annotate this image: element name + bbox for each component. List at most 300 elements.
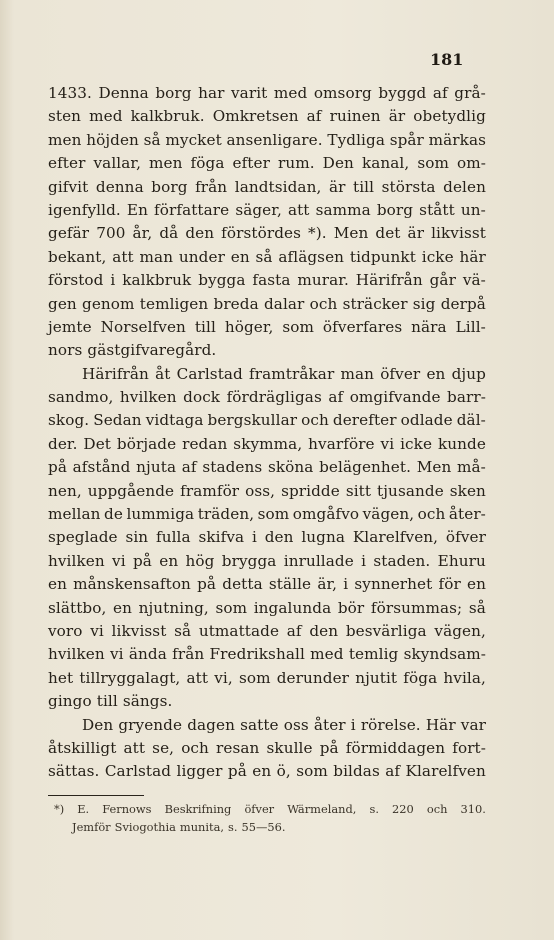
word: på [227,762,247,781]
word: öfver [380,364,421,383]
word: af [181,458,197,477]
word: Här [425,715,456,734]
word: och [301,411,329,430]
word: ingalunda [253,598,332,617]
text-line [48,129,486,152]
word: stadens [202,458,263,477]
word: jemte [48,317,92,336]
word: njutning, [138,598,209,617]
word: bergskullar [207,411,298,430]
word: njuta [136,458,177,477]
word: om- [457,154,486,173]
word: under [178,247,225,266]
word: Den [82,715,114,734]
word: är [328,177,346,196]
text-line [48,246,486,269]
word: njutit [355,668,398,687]
word: man [340,364,375,383]
word: i [361,551,367,570]
word: sängs. [122,692,173,711]
text-line [48,690,486,713]
word: gryende [118,715,183,734]
word: vidtaga [145,411,204,430]
word: samma [315,200,371,219]
word: delen [443,177,486,196]
word: af [432,84,448,102]
word: borg [155,84,192,102]
word: med [89,107,123,126]
word: Fredrikshall [209,645,305,664]
word: hvila, [443,668,486,687]
word: 220 [392,802,414,816]
text-line [48,526,486,549]
text-line [48,293,486,316]
word: tjusande [377,481,444,500]
word: 55—56. [241,820,286,834]
word: sken [449,481,486,500]
word: Sedan [93,411,142,430]
footnote-rule [48,795,144,796]
word: på [319,738,339,757]
word: åter- [448,505,486,524]
word: förmiddagen [345,738,446,757]
word: Carlstad [176,364,243,383]
text-line [48,316,486,339]
word: så [143,130,161,149]
word: men [48,130,82,149]
text-line [48,597,486,620]
word: höjden [86,130,139,149]
text-line [48,339,486,362]
word: derefter [332,411,397,430]
word: sköna [267,458,314,477]
footnote-line [54,818,486,836]
word: omgåfvo [292,505,360,524]
word: det [375,224,401,243]
word: vi [90,621,104,640]
word: föga [403,668,438,687]
word: nära [411,317,447,336]
word: i [350,715,356,734]
text-line [48,503,486,526]
word: belägenhet. [319,458,412,477]
word: varit [231,84,268,102]
word: ställe [268,575,312,594]
word: satte [240,715,279,734]
word: den [309,621,339,640]
word: sten [48,107,82,126]
word: sättas. [48,762,100,781]
text-line [48,152,486,175]
word: af [328,388,344,407]
word: till [353,177,375,196]
word: rum. [277,154,315,173]
word: odlade [400,411,453,430]
word: åter [313,715,346,734]
word: 1433. [48,84,92,102]
word: är, [317,575,338,594]
word: framtråkar [249,364,335,383]
word: barr- [447,388,486,407]
text-line [48,573,486,596]
word: bygga [198,271,246,290]
word: sträcker [342,294,408,313]
word: ansenligare. [226,130,323,149]
word: i [343,575,349,594]
word: ligger [176,762,223,781]
word: för [438,575,461,594]
word: Det [83,434,111,453]
word: tidpunkt [349,247,416,266]
word: som [238,668,271,687]
word: förstördes [221,224,302,243]
word: vi, [214,668,233,687]
word: breda [213,294,259,313]
word: het [48,668,74,687]
word: igenfylld. [48,200,121,219]
word: månskensafton [73,575,191,594]
word: må- [457,458,486,477]
word: lugna [301,528,346,547]
word: slättbo, [48,598,107,617]
word: märkas [428,130,486,149]
word: byggd [378,84,427,102]
word: likvisst [431,224,486,243]
word: från [172,645,205,664]
word: författare [154,200,230,219]
body-text [48,82,486,784]
word: vägen, [434,621,486,640]
word: föga [190,154,225,173]
word: der. [48,434,78,453]
word: uppgående [87,481,175,500]
word: E. [77,802,90,816]
word: säger, [235,200,282,219]
word: genom [82,294,135,313]
word: vi [112,551,126,570]
word: träden, [197,505,255,524]
text-line [48,82,486,105]
word: framför [180,481,240,500]
text-line [48,550,486,573]
word: 310. [460,802,486,816]
text-line [48,433,486,456]
word: och [426,802,448,816]
word: bör [337,598,365,617]
word: en [252,762,272,781]
word: till [96,692,118,711]
word: Klarelfven, [352,528,439,547]
word: största [381,177,436,196]
word: Tydliga [327,130,385,149]
word: öfver [244,802,275,816]
word: som [296,762,328,781]
word: vägen, [362,505,415,524]
word: Jemför [72,820,111,834]
word: Men [333,224,369,243]
word: s. [228,820,238,834]
word: Wärmeland, [287,802,357,816]
word: mellan [48,505,101,524]
word: Härifrån [82,364,149,383]
word: staden. [373,551,431,570]
word: som [282,317,315,336]
word: murar. [297,271,349,290]
word: En [126,200,148,219]
word: fulla [155,528,191,547]
word: som [257,505,290,524]
word: stått [419,200,455,219]
word: icke [400,434,433,453]
word: på [132,551,152,570]
page-number: 181 [430,50,464,69]
word: spridde [281,481,340,500]
word: efter [232,154,270,173]
text-line [48,222,486,245]
word: Omkretsen [212,107,299,126]
word: en [48,575,67,594]
word: ö, [276,762,291,781]
word: Klarelfven [405,762,486,781]
word: är [407,224,425,243]
word: djup [451,364,486,383]
word: kunde [437,434,486,453]
word: och [181,738,209,757]
word: en [113,598,132,617]
text-line [48,760,486,783]
word: Beskrifning [164,802,232,816]
word: skyndsam- [403,645,486,664]
word: gifvit [48,177,89,196]
word: en [426,364,446,383]
word: hvilken [119,388,177,407]
word: går [429,271,456,290]
word: på [197,575,217,594]
word: likvisst [111,621,167,640]
word: Denna [98,84,149,102]
word: så [468,598,486,617]
word: skulle [266,738,313,757]
text-line [48,737,486,760]
word: gingo [48,692,92,711]
word: afstånd [72,458,131,477]
word: af [306,107,322,126]
word: Ehuru [437,551,486,570]
word: hög [185,551,215,570]
word: icke [421,247,454,266]
word: borg [376,200,414,219]
word: den [185,224,215,243]
word: däl- [456,411,486,430]
word: Carlstad [104,762,172,781]
word: hvilken [48,551,105,570]
text-line [48,480,486,503]
word: kanal, [361,154,410,173]
word: skymma, [233,434,303,453]
word: hvarföre [308,434,375,453]
word: 700 [96,224,126,243]
word: i [110,271,116,290]
word: men [149,154,183,173]
word: ända [128,645,167,664]
word: till [194,317,216,336]
word: att [123,738,146,757]
word: rörelse. [360,715,421,734]
word: med [273,84,308,102]
word: i [251,528,257,547]
word: försummas; [370,598,463,617]
word: nen, [48,481,82,500]
word: var [460,715,486,734]
word: utmattade [198,621,280,640]
word: att [287,200,310,219]
word: skog. [48,411,90,430]
word: en [159,551,179,570]
word: vi [380,434,395,453]
word: temlig [348,645,399,664]
word: fort- [452,738,486,757]
word: temligen [139,294,209,313]
word: Norselfven [100,317,186,336]
text-line [48,620,486,643]
word: år, [132,224,153,243]
word: fördrägligas [226,388,322,407]
word: borg [151,177,188,196]
word: så [174,621,192,640]
word: omgifvande [349,388,441,407]
word: af [286,621,302,640]
word: öfver [445,528,486,547]
word: af [385,762,401,781]
word: *). [308,224,327,243]
word: sig [412,294,436,313]
word: detta [222,575,263,594]
word: vallar, [93,154,142,173]
text-line [48,386,486,409]
word: redan [182,434,228,453]
text-line [48,643,486,666]
word: synnerhet [354,575,433,594]
word: vä- [462,271,486,290]
word: som [417,154,449,173]
word: som [215,598,248,617]
word: voro [48,621,83,640]
word: skifva [198,528,245,547]
word: speglade [48,528,118,547]
word: ruinen [329,107,381,126]
word: spår [389,130,424,149]
word: munita, [179,820,224,834]
word: gästgifvaregård. [87,341,217,360]
text-line [48,105,486,128]
word: dock [183,388,221,407]
word: förstod [48,271,104,290]
word: då [159,224,179,243]
word: sin [125,528,149,547]
word: dagen [187,715,235,734]
word: Den [322,154,354,173]
word: den [264,528,294,547]
word: inrullade [283,551,354,570]
word: dalar [263,294,305,313]
word: började [116,434,177,453]
word: besvärliga [345,621,427,640]
text-line [48,667,486,690]
text-line [48,456,486,479]
word: man [139,247,174,266]
word: resan [216,738,260,757]
word: och [309,294,338,313]
word: derpå [440,294,486,313]
word: Fernows [102,802,152,816]
word: här [459,247,486,266]
word: mycket [165,130,222,149]
word: Härifrån [355,271,423,290]
word: omsorg [313,84,372,102]
word: Lill- [455,317,486,336]
word: Sviogothia [114,820,176,834]
word: har [198,84,225,102]
word: fasta [252,271,291,290]
word: och [417,505,446,524]
word: de [104,505,123,524]
word: hvilken [48,645,105,664]
word: landtsidan, [234,177,322,196]
word: lummiga [126,505,195,524]
word: kalkbruk. [130,107,205,126]
text-line [48,199,486,222]
footnote-marker: *) [54,802,65,816]
word: obetydlig [413,107,486,126]
word: med [310,645,344,664]
footnote [54,800,486,836]
word: att [186,668,209,687]
word: på [48,458,67,477]
word: sandmo, [48,388,114,407]
word: se, [152,738,175,757]
word: en [230,247,250,266]
word: gefär [48,224,90,243]
word: vi [110,645,124,664]
word: kalkbruk [122,271,192,290]
text-line [48,176,486,199]
footnote-line [54,800,486,818]
word: bildas [333,762,380,781]
word: sitt [345,481,372,500]
word: är [388,107,406,126]
word: efter [48,154,86,173]
word: grå- [454,84,486,102]
word: att [112,247,134,266]
word: gen [48,294,77,313]
word: öfverfares [322,317,403,336]
text-line [48,714,486,737]
word: oss [283,715,309,734]
word: nors [48,341,83,360]
word: så [255,247,273,266]
word: oss, [245,481,276,500]
word: Men [416,458,452,477]
word: un- [460,200,486,219]
text-line [48,363,486,386]
word: derunder [276,668,350,687]
text-line [48,409,486,432]
word: bekant, [48,247,107,266]
word: höger, [224,317,274,336]
word: från [195,177,228,196]
word: en [466,575,486,594]
word: denna [95,177,144,196]
